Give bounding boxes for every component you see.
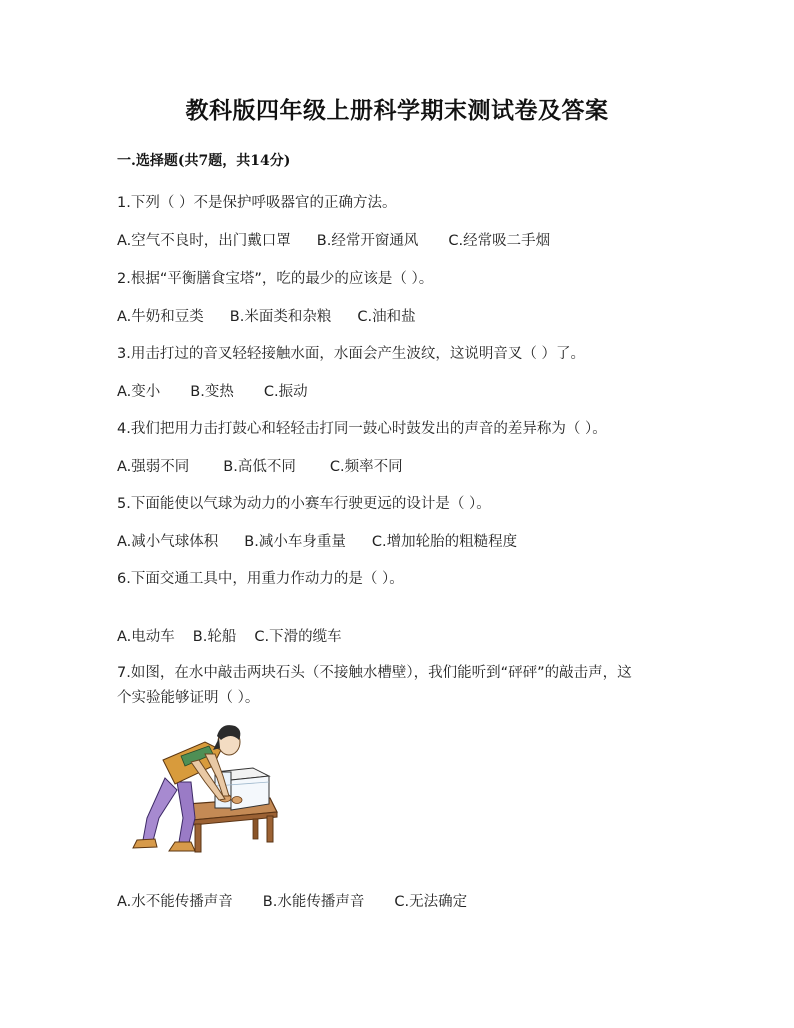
- question-1-options: [117, 229, 550, 250]
- experiment-illustration: [125, 720, 285, 855]
- question-3-options: [117, 380, 308, 401]
- option-a: A.水不能传播声音: [117, 894, 233, 910]
- option-c: C.无法确定: [394, 894, 468, 910]
- option-a: A.电动车: [117, 629, 175, 645]
- question-5-options: [117, 530, 517, 551]
- option-b: B.经常开窗通风: [316, 233, 419, 249]
- option-a: A.变小: [117, 384, 161, 400]
- question-4: 4.我们把用力击打鼓心和轻轻击打同一鼓心时鼓发出的声音的差异称为（ ）。: [117, 421, 607, 437]
- option-c: C.振动: [263, 384, 308, 400]
- option-c: C.下滑的缆车: [254, 629, 342, 645]
- option-a: A.牛奶和豆类: [117, 309, 204, 325]
- question-3: 3.用击打过的音叉轻轻接触水面，水面会产生波纹，这说明音叉（ ）了。: [117, 346, 585, 362]
- option-b: B.高低不同: [223, 459, 296, 475]
- option-c: C.增加轮胎的粗糙程度: [371, 534, 518, 550]
- option-b: B.水能传播声音: [262, 894, 365, 910]
- option-a: A.空气不良时，出门戴口罩: [117, 233, 291, 249]
- question-7-continued: 个实验能够证明（ ）。: [117, 690, 260, 706]
- question-1: 1.下列（ ）不是保护呼吸器官的正确方法。: [117, 195, 397, 211]
- question-6: 6.下面交通工具中，用重力作动力的是（ ）。: [117, 571, 404, 587]
- page-title: 教科版四年级上册科学期末测试卷及答案: [185, 97, 609, 124]
- option-b: B.轮船: [192, 629, 237, 645]
- option-b: B.米面类和杂粮: [229, 309, 332, 325]
- question-5: 5.下面能使以气球为动力的小赛车行驶更远的设计是（ ）。: [117, 496, 491, 512]
- child-figure-icon: [133, 725, 240, 851]
- option-c: C.频率不同: [329, 459, 403, 475]
- section-heading: 一.选择题(共7题，共14分): [117, 153, 291, 169]
- question-7-options: [117, 890, 467, 911]
- question-7: 7.如图，在水中敲击两块石头（不接触水槽壁），我们能听到“砰砰”的敲击声，这: [117, 665, 632, 681]
- question-2-options: [117, 305, 416, 326]
- option-c: C.油和盐: [357, 309, 416, 325]
- option-c: C.经常吸二手烟: [448, 233, 551, 249]
- question-4-options: [117, 455, 403, 476]
- question-6-options: [117, 625, 342, 646]
- option-a: A.减小气球体积: [117, 534, 219, 550]
- option-b: B.变热: [190, 384, 234, 400]
- option-a: A.强弱不同: [117, 459, 190, 475]
- question-2: 2.根据“平衡膳食宝塔”，吃的最少的应该是（ ）。: [117, 271, 434, 287]
- option-b: B.减小车身重量: [244, 534, 346, 550]
